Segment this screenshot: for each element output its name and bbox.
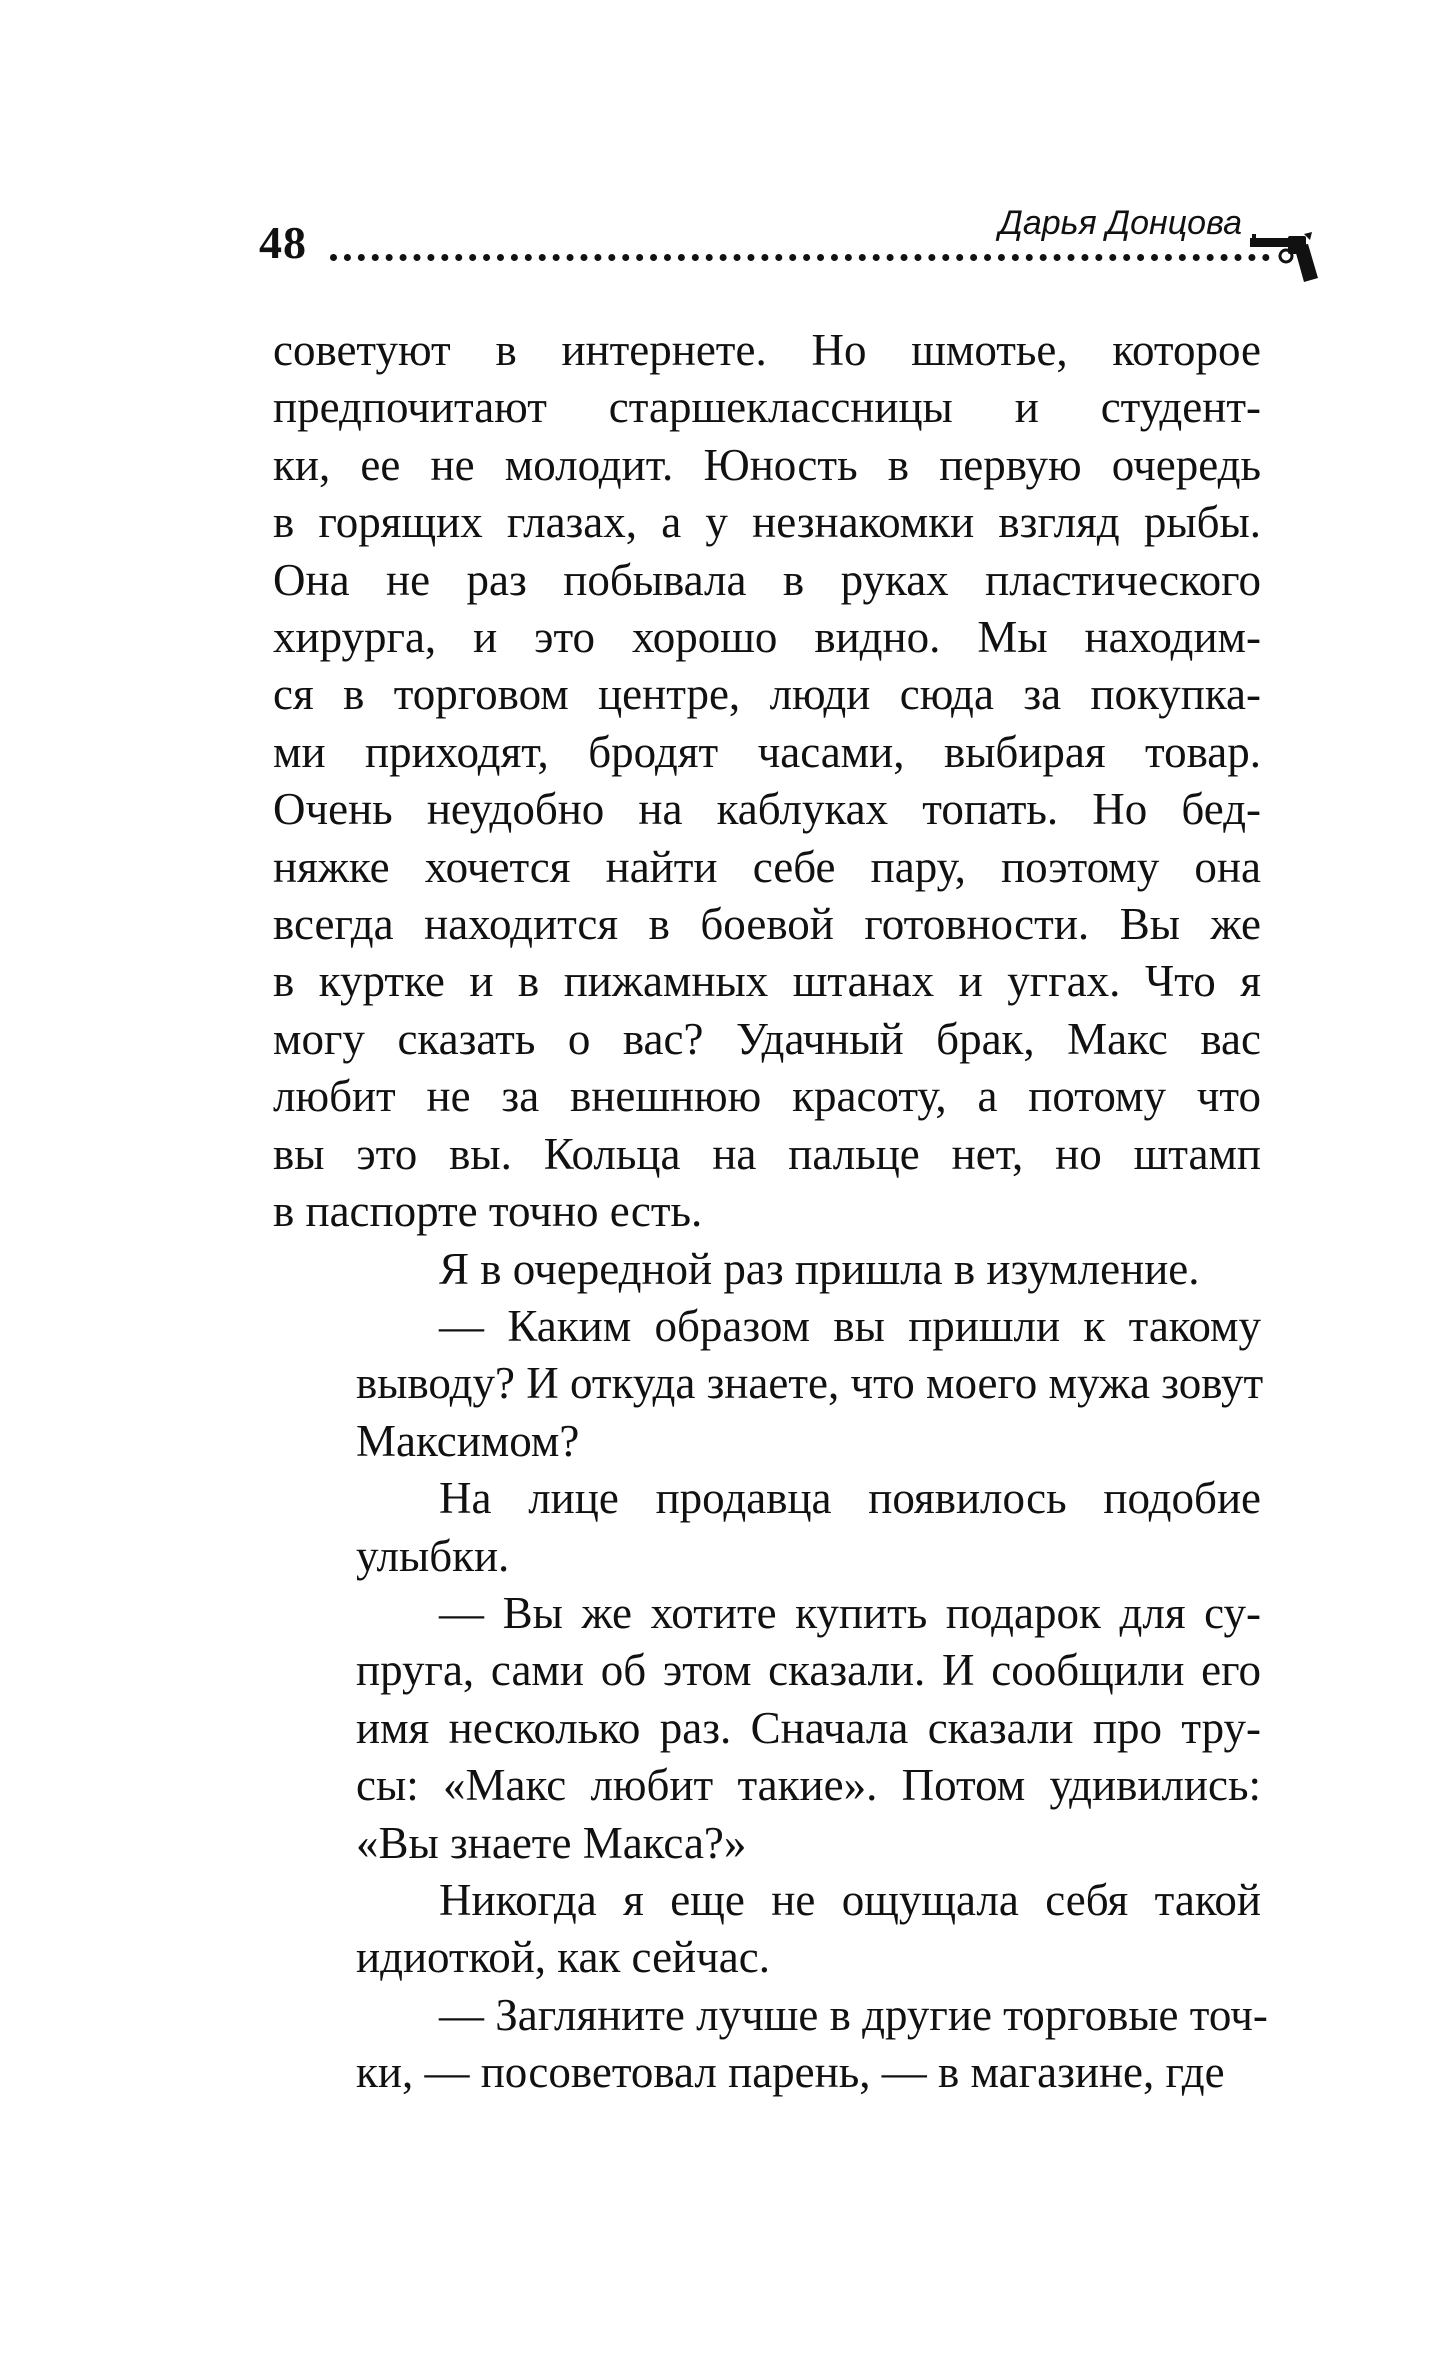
text-line: в горящих глазах, а у незнакомки взгляд рыбы. (273, 497, 1261, 548)
text-line: в паспорте точно есть. (273, 1186, 703, 1237)
text-line: идиоткой, как сейчас. (356, 1932, 770, 1983)
text-line: няжке хочется найти себе пару, поэтому она (273, 841, 1261, 892)
text-line: в куртке и в пижамных штанах и уггах. Что я (273, 956, 1261, 1007)
header-dotted-rule (330, 254, 1270, 261)
text-line: пруга, сами об этом сказали. И сообщили его (356, 1645, 1261, 1696)
paragraph (273, 1298, 1264, 1470)
text-line: Максимом? (356, 1415, 580, 1466)
paragraph (273, 1585, 1261, 1872)
text-line: — Вы же хотите купить подарок для су- (439, 1587, 1261, 1638)
running-head-author: Дарья Донцова (998, 204, 1242, 242)
page-number: 48 (259, 217, 307, 268)
body-text (273, 322, 1268, 2102)
text-line: хирурга, и это хорошо видно. Мы находим- (273, 612, 1261, 663)
text-line: — Каким образом вы пришли к такому (439, 1300, 1261, 1351)
text-line: На лице продавца появилось подобие (439, 1473, 1261, 1524)
text-line: Очень неудобно на каблуках топать. Но бед- (273, 784, 1261, 835)
text-line: могу сказать о вас? Удачный брак, Макс вас (273, 1013, 1261, 1064)
revolver-icon (1250, 232, 1320, 292)
paragraph (273, 1470, 1261, 1585)
text-line: советуют в интернете. Но шмотье, которое (273, 325, 1261, 375)
text-line: — Загляните лучше в другие торговые точ- (439, 1989, 1268, 2040)
text-line: Никогда я еще не ощущала себя такой (439, 1874, 1261, 1925)
paragraph (273, 322, 1261, 1241)
text-line: имя несколько раз. Сначала сказали про тру- (356, 1702, 1261, 1753)
text-line: ки, ее не молодит. Юность в первую очередь (273, 439, 1261, 490)
text-line: «Вы знаете Макса?» (356, 1817, 747, 1868)
paragraph (273, 1241, 1261, 1298)
text-line: улыбки. (356, 1530, 510, 1581)
text-line: Она не раз побывала в руках пластического (273, 554, 1261, 605)
text-line: сы: «Макс любит такие». Потом удивились: (356, 1760, 1261, 1811)
text-line: вы это вы. Кольца на пальце нет, но штамп (273, 1128, 1261, 1179)
text-line: ки, — посоветовал парень, — в магазине, где (356, 2047, 1225, 2098)
text-line: любит не за внешнюю красоту, а потому что (273, 1071, 1261, 1122)
text-line: ся в торговом центре, люди сюда за покупка- (273, 669, 1261, 720)
text-line: предпочитают старшеклассницы и студент- (273, 382, 1261, 433)
text-line: Я в очередной раз пришла в изумление. (439, 1243, 1200, 1294)
paragraph (273, 1872, 1261, 1987)
text-line: всегда находится в боевой готовности. Вы же (273, 899, 1261, 950)
paragraph (273, 1987, 1268, 2102)
text-line: ми приходят, бродят часами, выбирая товар. (273, 726, 1261, 777)
text-line: выводу? И откуда знаете, что моего мужа зовут (356, 1358, 1264, 1409)
